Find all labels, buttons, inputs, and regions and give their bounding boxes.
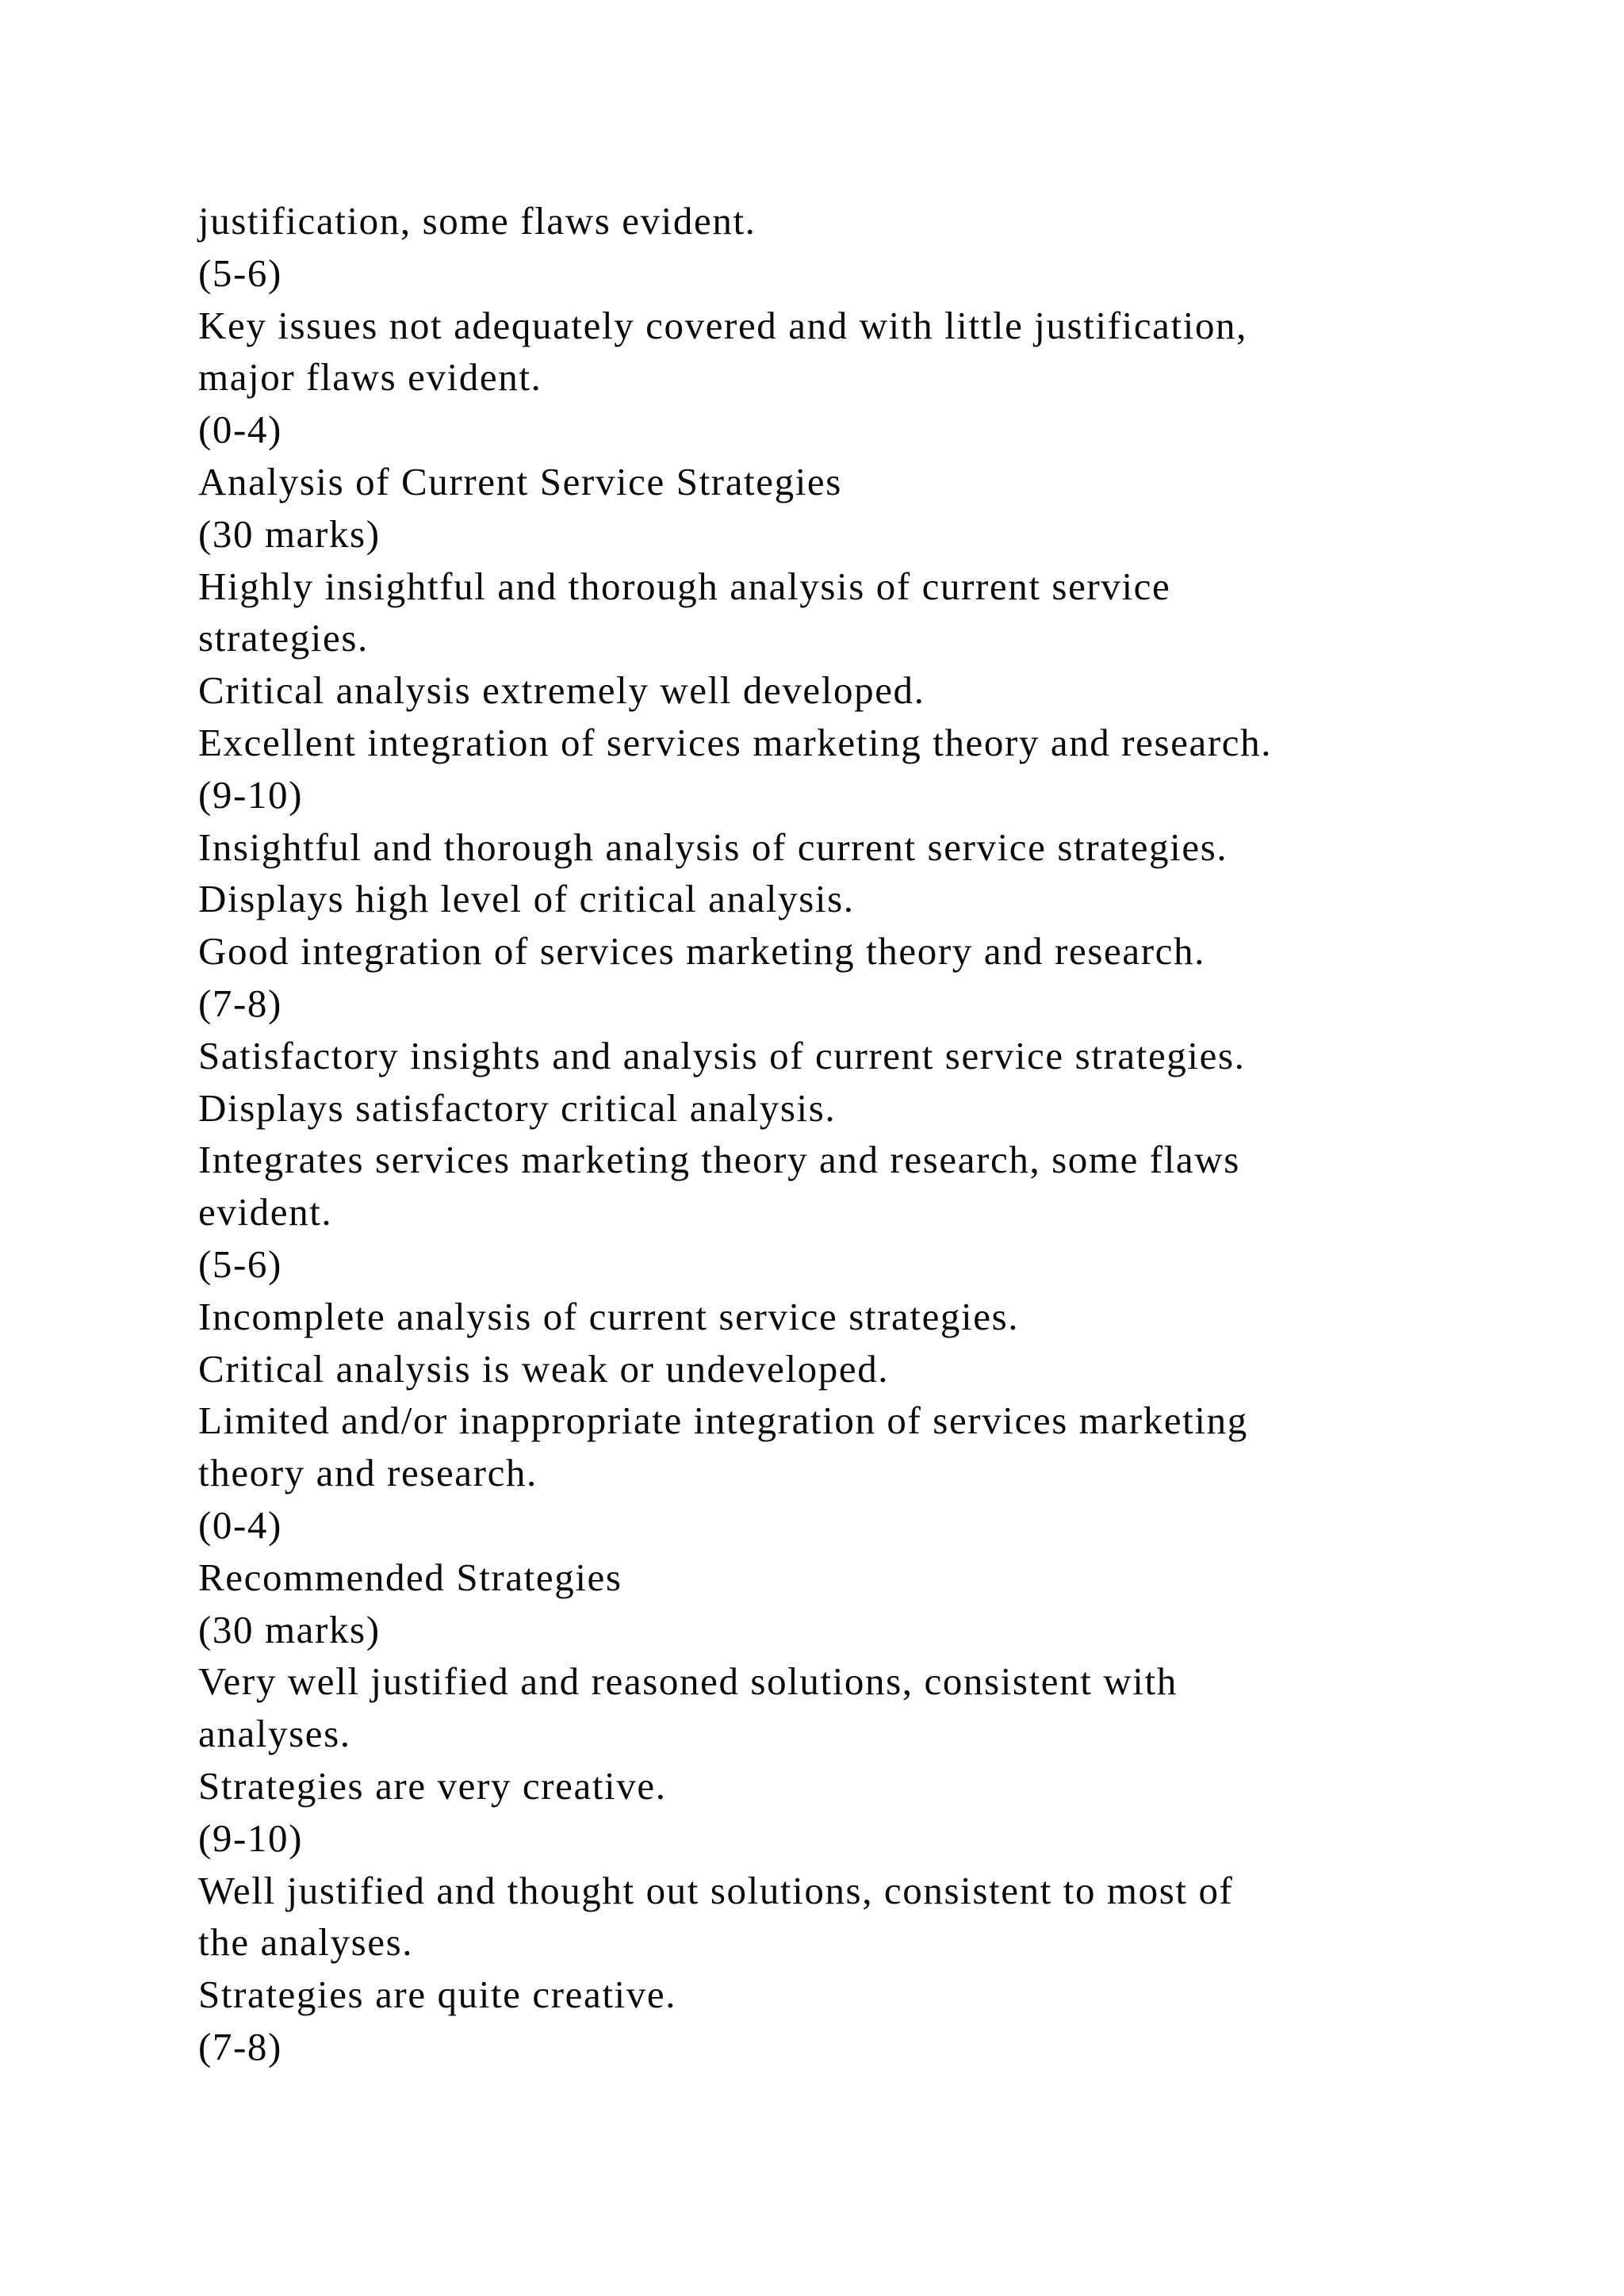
text-line: Displays satisfactory critical analysis. — [198, 1085, 837, 1130]
text-line: theory and research. — [198, 1451, 538, 1495]
text-line: strategies. — [198, 616, 369, 660]
text-line: Integrates services marketing theory and research, some flaws — [198, 1138, 1240, 1182]
text-line: Strategies are very creative. — [198, 1763, 667, 1808]
text-line: Strategies are quite creative. — [198, 1973, 677, 2017]
text-line: Insightful and thorough analysis of current service strategies. — [198, 825, 1228, 869]
section-marks: (30 marks) — [198, 511, 381, 556]
text-line: Critical analysis is weak or undeveloped. — [198, 1346, 890, 1391]
text-line: evident. — [198, 1190, 333, 1234]
text-line: Good integration of services marketing theory and research. — [198, 929, 1205, 974]
section-heading: Recommended Strategies — [198, 1555, 622, 1599]
mark-range: (5-6) — [198, 251, 282, 295]
text-line: Limited and/or inappropriate integration of services marketing — [198, 1399, 1248, 1443]
text-line: Satisfactory insights and analysis of current service strategies. — [198, 1033, 1246, 1077]
text-line: Key issues not adequately covered and with little justification, — [198, 303, 1247, 347]
text-line: Displays high level of critical analysis. — [198, 877, 855, 921]
section-marks: (30 marks) — [198, 1607, 381, 1651]
text-line: Critical analysis extremely well developed. — [198, 668, 925, 713]
text-line: Well justified and thought out solutions, consistent to most of — [198, 1868, 1234, 1912]
text-line: Highly insightful and thorough analysis of current service — [198, 564, 1171, 608]
mark-range: (5-6) — [198, 1242, 282, 1286]
text-line: major flaws evident. — [198, 355, 542, 400]
mark-range: (0-4) — [198, 408, 282, 452]
section-heading: Analysis of Current Service Strategies — [198, 459, 842, 503]
text-line: the analyses. — [198, 1920, 414, 1965]
document-body — [198, 195, 1546, 2073]
mark-range: (7-8) — [198, 981, 282, 1025]
text-line: Very well justified and reasoned solutions, consistent with — [198, 1659, 1178, 1704]
text-line: analyses. — [198, 1712, 351, 1756]
mark-range: (9-10) — [198, 1816, 304, 1860]
mark-range: (7-8) — [198, 2024, 282, 2068]
mark-range: (9-10) — [198, 772, 304, 817]
mark-range: (0-4) — [198, 1502, 282, 1547]
text-line: Excellent integration of services marketing theory and research. — [198, 720, 1273, 764]
text-line: justification, some flaws evident. — [198, 199, 756, 243]
text-line: Incomplete analysis of current service strategies. — [198, 1294, 1020, 1338]
